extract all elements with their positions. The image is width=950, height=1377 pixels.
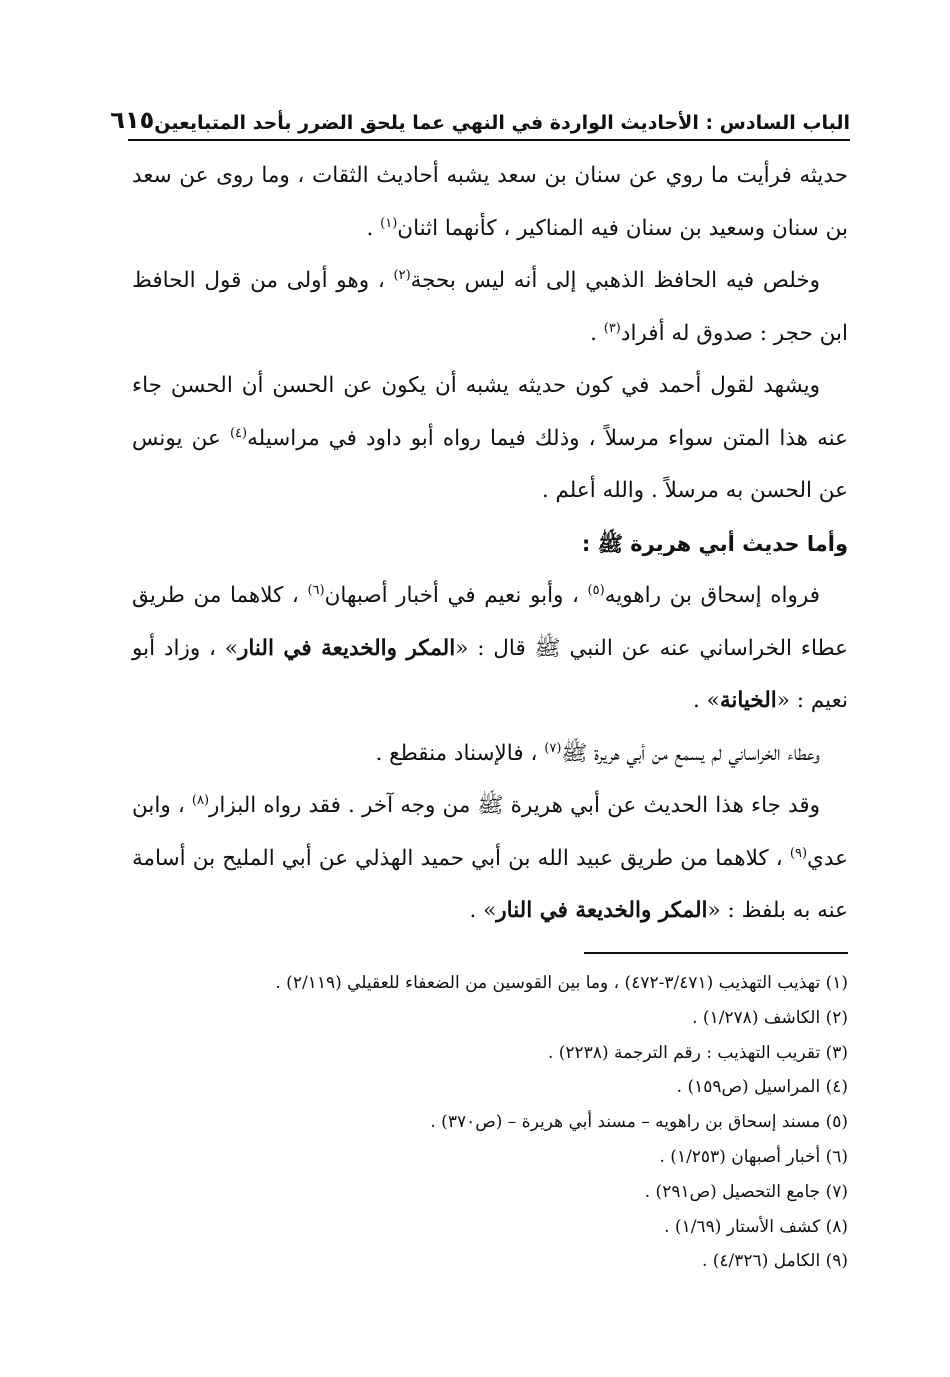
footnote-ref-6: (٦) bbox=[307, 582, 325, 598]
paragraph-4: فرواه إسحاق بن راهويه$^{(٥)}$ ، وأبو نعيم في أخبار أصبهان$^{(٦)}$ ، كلاهما من طريق عطاء الخراساني عنه عن النبي ﷺ قال : «المكر والخديعة في النار» ، وزاد أبو نعيم : «الخيانة» . bbox=[132, 582, 848, 713]
paragraph-1: حديثه فرأيت ما روي عن سنان بن سعد يشبه أحاديث الثقات ، وما روى عن سعد بن سنان وسعيد بن سنان فيه المناكير ، كأنهما اثنان$^{(١)}$ . bbox=[132, 163, 848, 241]
chapter-title: الباب السادس : الأحاديث الواردة في النهي عما يلحق الضرر بأحد المتبايعين bbox=[154, 112, 850, 134]
footnote-ref-4: (٤) bbox=[229, 425, 248, 441]
footnote-ref-9: (٩) bbox=[789, 845, 808, 861]
footnote-1: (١) تهذيب التهذيب (٣/٤٧١-٤٧٢) ، وما بين القوسين من الضعفاء للعقيلي (٢/١١٩) . bbox=[275, 973, 848, 993]
footnote-ref-1: (١) bbox=[380, 215, 398, 231]
footnote-2: (٢) الكاشف (١/٢٧٨) . bbox=[692, 1007, 848, 1028]
footnote-ref-8: (٨) bbox=[191, 792, 210, 808]
footnote-divider bbox=[584, 952, 848, 954]
footnote-4: (٤) المراسيل (ص١٥٩) . bbox=[676, 1077, 848, 1098]
hadith-text-2: المكر والخديعة في النار bbox=[496, 898, 708, 923]
hadith-text: المكر والخديعة في النار bbox=[237, 635, 456, 661]
footnote-5: (٥) مسند إسحاق بن راهويه – مسند أبي هريرة – (ص٣٧٠) . bbox=[430, 1112, 848, 1133]
paragraph-2: وخلص فيه الحافظ الذهبي إلى أنه ليس بحجة$^{(٢)}$ ، وهو أولى من قول الحافظ ابن حجر : صدوق له أفراد$^{(٣)}$ . bbox=[132, 267, 848, 346]
footnotes-list bbox=[140, 966, 848, 1279]
footnote-7: (٧) جامع التحصيل (ص٢٩١) . bbox=[644, 1181, 848, 1202]
paragraph-6: وقد جاء هذا الحديث عن أبي هريرة ﷺ من وجه آخر . فقد رواه البزار$^{(٨)}$ ، وابن عدي$^{(٩)}$ ، كلاهما من طريق عبيد الله بن أبي حميد الهذلي عن أبي المليح بن أسامة عنه به بلفظ : «المكر والخديعة في النار» . bbox=[132, 792, 848, 923]
page-header bbox=[110, 90, 850, 134]
footnote-ref-3: (٣) bbox=[603, 320, 621, 336]
paragraph-5: وعطاء الخراساني لم يسمع من أبي هريرة ﷺ$^{(٧)}$ ، فالإسناد منقطع . bbox=[375, 740, 820, 766]
footnote-ref-7: (٧) bbox=[544, 740, 562, 756]
footnote-ref-2: (٢) bbox=[393, 267, 411, 283]
page-number: ٦١٥ bbox=[110, 106, 155, 134]
footnote-3: (٣) تقريب التهذيب : رقم الترجمة (٢٢٣٨) . bbox=[547, 1042, 848, 1063]
footnote-9: (٩) الكامل (٤/٣٢٦) . bbox=[701, 1251, 848, 1272]
header-divider bbox=[128, 139, 850, 141]
footnote-6: (٦) أخبار أصبهان (١/٢٥٣) . bbox=[659, 1146, 848, 1167]
footnote-8: (٨) كشف الأستار (١/٦٩) . bbox=[664, 1216, 848, 1237]
footnote-ref-5: (٥) bbox=[587, 582, 605, 598]
main-text bbox=[132, 150, 848, 938]
hadith-addition: الخيانة bbox=[719, 688, 777, 713]
paragraph-3: ويشهد لقول أحمد في كون حديثه يشبه أن يكون عن الحسن أن الحسن جاء عنه هذا المتن سواء مرسلاً ، وذلك فيما رواه أبو داود في مراسيله$^{(٤)}$ عن يونس عن الحسن به مرسلاً . والله أعلم . bbox=[132, 373, 848, 503]
section-heading: وأما حديث أبي هريرة ﷺ : bbox=[581, 531, 848, 556]
